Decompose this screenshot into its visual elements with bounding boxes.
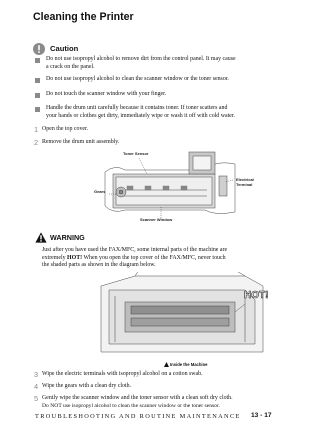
- inside-machine-diagram: [95, 272, 270, 360]
- section-title: Cleaning the Printer: [33, 11, 134, 23]
- warning-text: [42, 247, 227, 270]
- scanner-window-label: Scanner Window: [140, 217, 173, 222]
- caution-item-4-line1: Handle the drum unit carefully because it contains toner. If toner scatters and: [46, 105, 228, 111]
- caution-item-2: Do not use isopropyl alcohol to clean the scanner window or the toner sensor.: [46, 76, 229, 82]
- bullet-square: [35, 78, 40, 83]
- caution-exclamation-icon: [33, 43, 45, 55]
- step-number: 5: [34, 394, 39, 403]
- bullet-square: [35, 58, 40, 63]
- step-number: 1: [34, 125, 39, 134]
- caution-item-4-line2: your hands or clothes get dirty, immediately wipe or wash it off with cold water.: [46, 113, 235, 119]
- warning-line3: the shaded parts as shown in the diagram below.: [42, 262, 156, 269]
- step-text-line2: Do NOT use isopropyl alcohol to clean the scanner window or the toner sensor.: [42, 403, 220, 409]
- gears-label: Gears: [94, 189, 106, 194]
- warning-line1: Just after you have used the FAX/MFC, some internal parts of the machine are: [42, 247, 228, 253]
- toner-sensor-label: Toner Sensor: [123, 151, 149, 156]
- warning-label: WARNING: [50, 233, 85, 242]
- step-number: 3: [34, 370, 39, 379]
- step-text: Open the top cover.: [42, 126, 89, 132]
- step-number: 2: [34, 138, 39, 147]
- warning-line2-end: When you open the top cover of the FAX/MFC, never touch: [82, 254, 226, 261]
- caution-label: Caution: [50, 44, 79, 53]
- warning-triangle-icon: [35, 232, 47, 243]
- electrical-terminal-label-line1: Electrical: [236, 177, 254, 182]
- caution-item-1-line1: Do not use isopropyl alcohol to remove dirt from the control panel. It may cause: [46, 56, 236, 62]
- bullet-square: [35, 107, 40, 112]
- figure2-caption-text: Inside the Machine: [170, 362, 208, 367]
- caution-item-3: Do not touch the scanner window with your finger.: [46, 91, 167, 97]
- page-number: 13 - 17: [251, 412, 272, 419]
- hot-label: HOT!: [244, 290, 269, 301]
- warning-hot-emphasis: HOT!: [67, 254, 83, 261]
- caution-item-1-line2: a crack on the panel.: [46, 64, 95, 70]
- electrical-terminal-label-line2: Terminal: [236, 182, 253, 187]
- step-text: Wipe the gears with a clean dry cloth.: [42, 383, 132, 389]
- step-text: Wipe the electric terminals with isopropyl alcohol on a cotton swab.: [42, 371, 203, 377]
- warning-triangle-icon: [164, 362, 169, 367]
- step-number: 4: [34, 382, 39, 391]
- bullet-square: [35, 93, 40, 98]
- step-text-line1: Gently wipe the scanner window and the toner sensor with a clean soft dry cloth.: [42, 395, 233, 401]
- footer-section: TROUBLESHOOTING AND ROUTINE MAINTENANCE: [35, 413, 241, 420]
- warning-line2: [42, 255, 227, 263]
- step-text: Remove the drum unit assembly.: [42, 139, 120, 145]
- warning-line2-start: extremely: [42, 254, 68, 261]
